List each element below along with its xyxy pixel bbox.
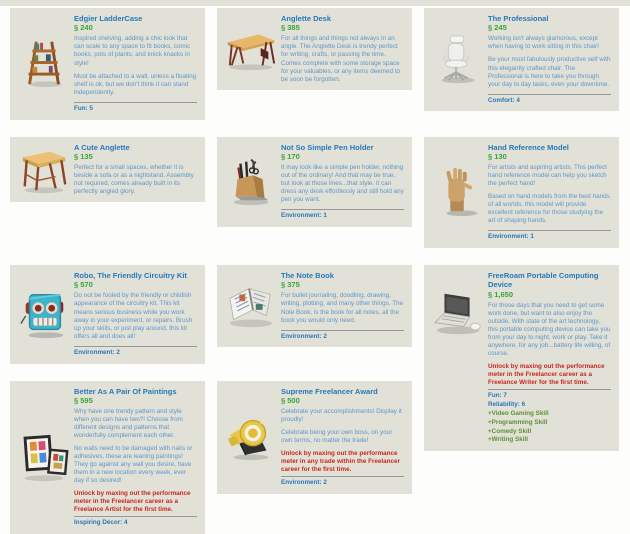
- desk-icon: [221, 21, 281, 75]
- stats-divider: [488, 389, 611, 390]
- item-stat: Fun: 5: [74, 105, 197, 114]
- wooden-hand-icon: [428, 165, 488, 219]
- notebook-icon: [221, 279, 281, 333]
- stats-divider: [281, 330, 404, 331]
- item-description: Celebrate your accomplishments! Display it proudly!: [281, 408, 404, 424]
- item-description: For those days that you need to get some work done, but want to also enjoy the outside. With state of the art technology, this portable computing device can take you from your day to night, work or play. Take it anywhere, for any job...battery life willing, of course.: [488, 302, 611, 358]
- item-details: [74, 386, 197, 529]
- catalog-item-card[interactable]: [10, 8, 205, 120]
- page-top-strip: [0, 0, 630, 6]
- item-details: [74, 270, 197, 357]
- item-description: Must be attached to a wall, unless a floating shelf is ok, but we don't think it can stand independently.: [74, 73, 197, 97]
- catalog-item-card[interactable]: [217, 137, 412, 227]
- item-details: [281, 142, 404, 221]
- catalog-item-card[interactable]: [424, 8, 619, 111]
- item-price: § 130: [488, 152, 611, 161]
- item-details: [488, 142, 611, 243]
- stats-divider: [74, 346, 197, 347]
- stats-divider: [488, 94, 611, 95]
- item-description: For all things and things not always in an angle. The Anglette Desk is trendy perfect for writing, crafts, or passing the time. Comes complete with some storage space for your valuables, or any items deemed to be soon be forgotten.: [281, 35, 404, 83]
- item-stat: Fun: 7: [488, 392, 611, 401]
- item-description: Perfect for a small spaces, whether it is beside a sofa or as a nightstand. Assembly not required, comes already built in its perfectly angled glory.: [74, 164, 197, 196]
- item-details: [74, 13, 197, 114]
- item-details: [488, 13, 611, 105]
- item-name: Not So Simple Pen Holder: [281, 143, 404, 152]
- catalog-item-card[interactable]: [217, 381, 412, 495]
- catalog-item-card[interactable]: [424, 137, 619, 249]
- item-details: [281, 270, 404, 341]
- item-description: It may look like a simple pen holder, nothing out of the ordinary! And that may be true, but look at those lines...that style. It can dress any desk effortlessly and still hold any pen you want.: [281, 164, 404, 204]
- item-price: § 240: [74, 23, 197, 32]
- unlock-requirement-text: Unlock by maxing out the performance meter in the Freelancer career as a Freelance Artist for the first time.: [74, 490, 197, 514]
- stats-divider: [281, 209, 404, 210]
- side-table-icon: [14, 142, 74, 196]
- item-name: Better As A Pair Of Paintings: [74, 387, 197, 396]
- item-description: Why have one trendy pattern and style when you can have two?! Choose from different designs and patterns that wonderfully complement each other.: [74, 408, 197, 440]
- office-chair-icon: [428, 32, 488, 86]
- item-skill-boost: +Programming Skill: [488, 419, 611, 428]
- stats-divider: [74, 516, 197, 517]
- item-description: Celebrate being your own boss, on your own terms, no matter the trade!: [281, 429, 404, 445]
- item-details: [281, 386, 404, 489]
- item-name: FreeRoam Portable Computing Device: [488, 271, 611, 290]
- laptop-icon: [428, 286, 488, 340]
- item-price: § 595: [74, 396, 197, 405]
- item-skill-boost: +Writing Skill: [488, 436, 611, 445]
- item-stat: Inspiring Décor: 4: [74, 519, 197, 528]
- item-stat: Environment: 1: [281, 212, 404, 221]
- stats-divider: [488, 230, 611, 231]
- item-stat: Reliability: 6: [488, 401, 611, 410]
- item-name: Robo, The Friendly Circuitry Kit: [74, 271, 197, 280]
- item-description: Do not be fooled by the friendly or childish appearance of the circuitry kit. This kit means serious business while you work away in your experiment, or repairs. Brush up your skills, or just play around, this kit offers all and does all!: [74, 292, 197, 340]
- item-stat: Environment: 2: [281, 479, 404, 488]
- item-price: § 385: [281, 23, 404, 32]
- item-description: For artists and aspiring artists. This perfect hand reference model can help you sketch the perfect hand!: [488, 164, 611, 188]
- item-description: Inspired shelving, adding a chic look that can scale to any space to fit books, comic books, pots of plants, and knick knacks in style!: [74, 35, 197, 67]
- catalog-item-card[interactable]: [10, 265, 205, 363]
- pen-holder-icon: [221, 154, 281, 208]
- item-description: Be your most fabulously productive self with this elegantly crafted chair. The Professional is here to take you through your day to day tasks, even your downtime.: [488, 56, 611, 88]
- stats-divider: [281, 476, 404, 477]
- item-price: § 570: [74, 280, 197, 289]
- stats-divider: [74, 102, 197, 103]
- catalog-item-card[interactable]: [10, 381, 205, 534]
- item-price: § 375: [281, 280, 404, 289]
- item-description: No walls need to be damaged with nails or adhesives, these are leaning paintings! They go against any wall you desire, have them in a new location every week, ever day if so desired!: [74, 445, 197, 485]
- item-details: [488, 270, 611, 445]
- catalog-item-card[interactable]: [424, 265, 619, 451]
- item-skill-boost: +Video Gaming Skill: [488, 410, 611, 419]
- item-description: Based on hand models from the best hands of all worlds, this model will provide excellent reference for those studying the art of shaping hands.: [488, 193, 611, 225]
- item-stat: Comfort: 4: [488, 97, 611, 106]
- item-name: A Cute Anglette: [74, 143, 197, 152]
- item-details: [74, 142, 197, 197]
- item-price: § 135: [74, 152, 197, 161]
- item-name: Hand Reference Model: [488, 143, 611, 152]
- item-description: For bullet journaling, doodling, drawing, writing, plotting, and many other things. The Note Book, is the book for all notes, all the book you would only need.: [281, 292, 404, 324]
- catalog-grid: [10, 8, 619, 534]
- trophy-icon: [221, 410, 281, 464]
- catalog-item-card[interactable]: [217, 8, 412, 90]
- item-name: The Professional: [488, 14, 611, 23]
- item-skill-boost: +Comedy Skill: [488, 428, 611, 437]
- item-stat: Environment: 2: [281, 333, 404, 342]
- item-price: § 170: [281, 152, 404, 161]
- item-description: Working isn't always glamorous, except when having to work sitting in this chair!: [488, 35, 611, 51]
- item-name: Edgier LadderCase: [74, 14, 197, 23]
- unlock-requirement-text: Unlock by maxing out the performance meter in any trade within the Freelancer career for the first time.: [281, 450, 404, 474]
- robot-kit-icon: [14, 287, 74, 341]
- unlock-requirement-text: Unlock by maxing out the performance meter in the Freelancer career as a Freelance Writer for the first time.: [488, 363, 611, 387]
- item-stat: Environment: 2: [74, 349, 197, 358]
- ladder-shelf-icon: [14, 36, 74, 90]
- item-details: [281, 13, 404, 84]
- item-price: § 500: [281, 396, 404, 405]
- paintings-icon: [14, 430, 74, 484]
- item-name: Supreme Freelancer Award: [281, 387, 404, 396]
- item-name: Anglette Desk: [281, 14, 404, 23]
- item-price: § 1,650: [488, 290, 611, 299]
- item-price: § 245: [488, 23, 611, 32]
- catalog-item-card[interactable]: [217, 265, 412, 347]
- catalog-item-card[interactable]: [10, 137, 205, 203]
- item-stat: Environment: 1: [488, 233, 611, 242]
- item-name: The Note Book: [281, 271, 404, 280]
